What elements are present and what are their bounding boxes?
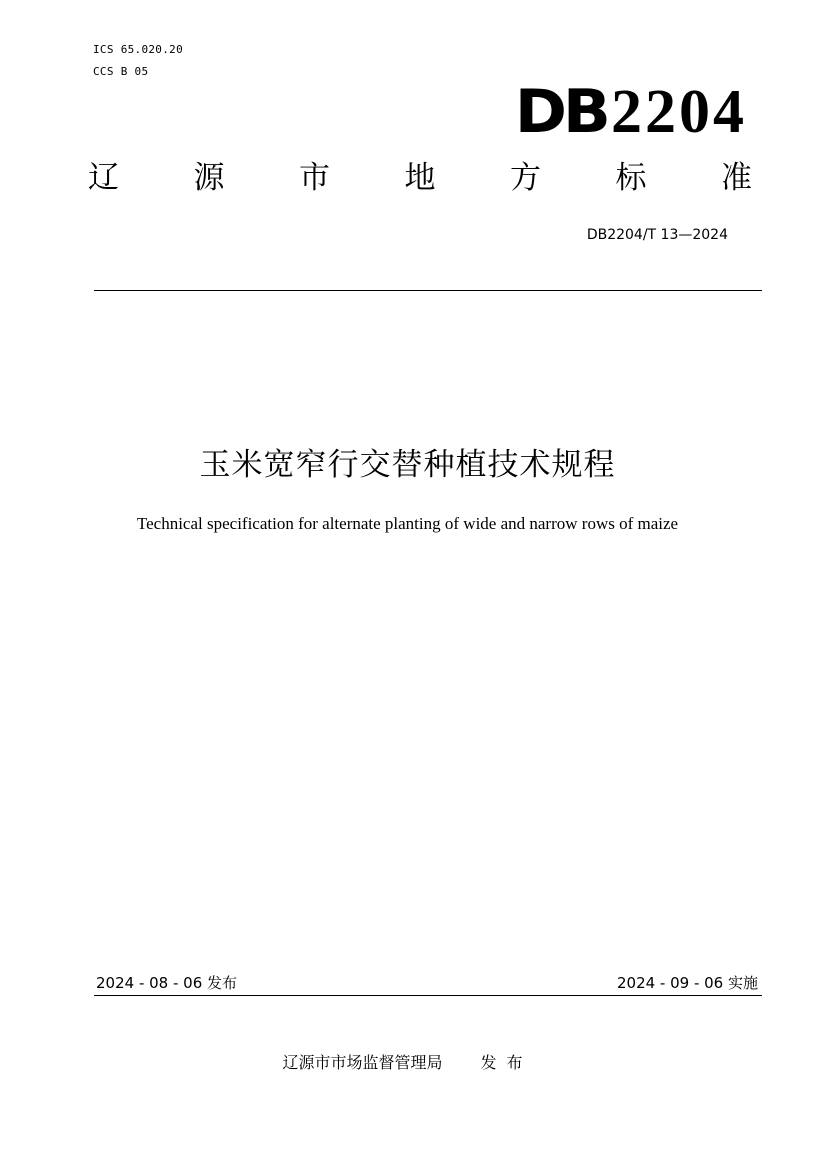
document-title-en: Technical specification for alternate planting of wide and narrow rows of maize	[136, 514, 679, 533]
standard-type-heading	[88, 158, 752, 198]
issuer-line	[0, 1052, 815, 1074]
bottom-divider	[94, 995, 762, 996]
standard-type-char: 市	[299, 160, 330, 196]
issuer-organization: 辽源市市场监督管理局	[282, 1053, 443, 1072]
standard-type-char: 方	[510, 160, 541, 196]
document-title-zh: 玉米宽窄行交替种植技术规程	[199, 447, 616, 483]
publish-date: 2024 - 08 - 06 发布	[96, 974, 238, 992]
standard-number: DB2204/T 13—2024	[586, 227, 728, 243]
standard-type-char: 准	[721, 160, 752, 196]
standard-type-char: 辽	[88, 160, 119, 196]
top-divider	[94, 290, 762, 291]
standard-type-char: 源	[193, 160, 225, 196]
ccs-code: CCS B 05	[93, 65, 149, 78]
ics-code: ICS 65.020.20	[93, 43, 183, 56]
standard-type-char: 标	[615, 160, 647, 196]
issuer-action: 发布	[480, 1053, 533, 1072]
standard-code-number: 2204	[611, 78, 747, 146]
standard-code-prefix: DB	[515, 77, 608, 147]
implement-date: 2024 - 09 - 06 实施	[616, 974, 758, 992]
standard-code-logo	[515, 77, 747, 147]
standard-type-char: 地	[404, 160, 436, 196]
